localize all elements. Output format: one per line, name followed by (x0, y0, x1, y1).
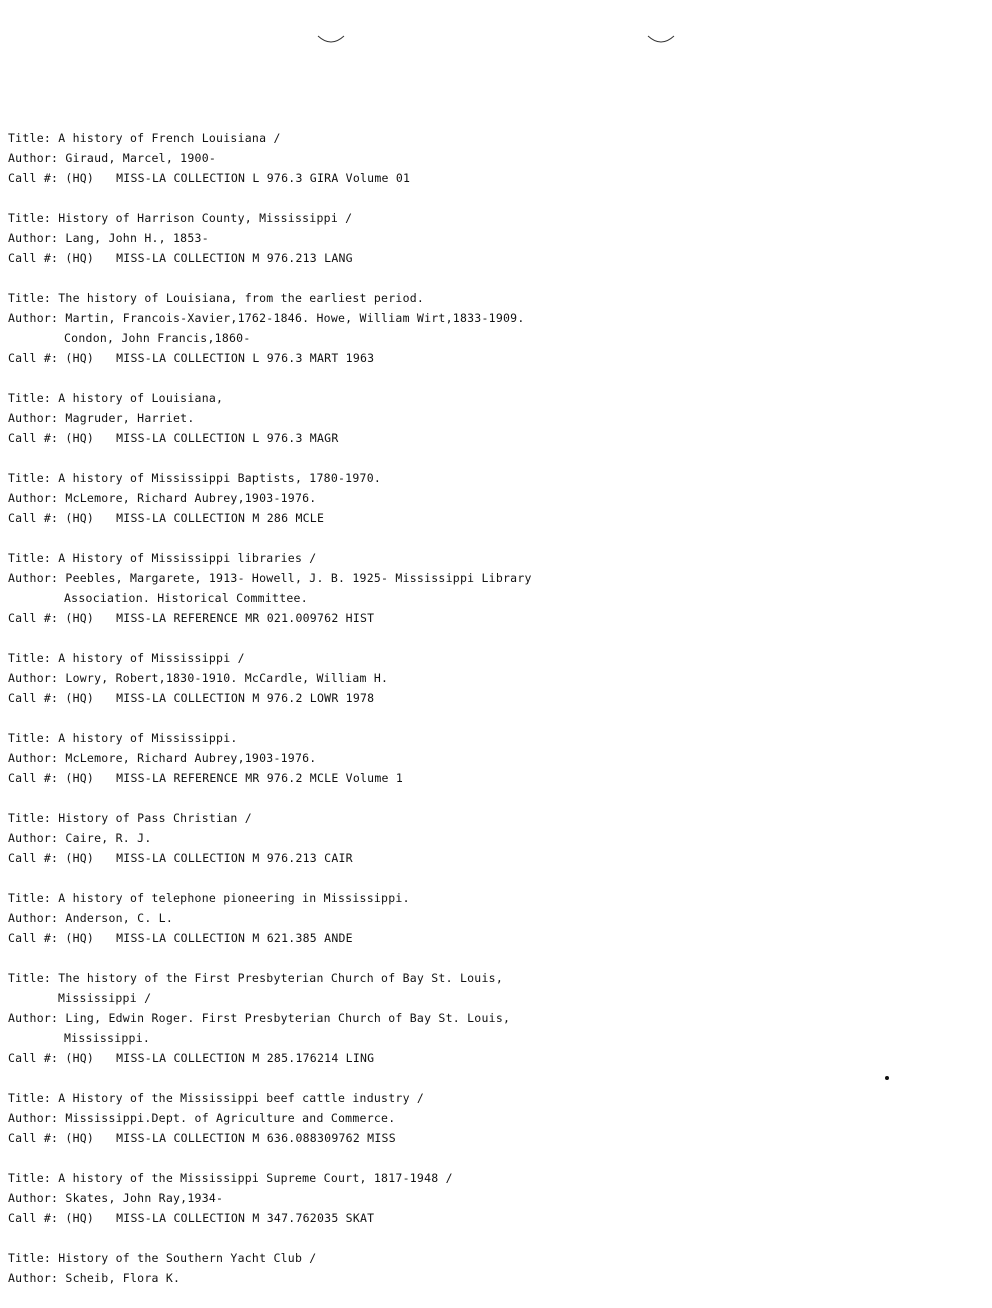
author-label: Author: (8, 151, 59, 165)
title-value: A History of Mississippi libraries / (58, 551, 317, 565)
title-line (8, 288, 608, 308)
call-number-line (8, 428, 608, 448)
author-value: Anderson, C. L. (65, 911, 174, 925)
call-location: (HQ) (65, 1211, 95, 1225)
author-line (8, 668, 608, 688)
author-continuation (8, 328, 608, 348)
call-number-line (8, 1048, 608, 1068)
call-number-line (8, 608, 608, 628)
call-number-line (8, 768, 608, 788)
author-value: McLemore, Richard Aubrey,1903-1976. (65, 751, 317, 765)
title-line (8, 968, 608, 988)
author-line (8, 748, 608, 768)
author-label: Author: (8, 911, 59, 925)
author-value: Scheib, Flora K. (65, 1271, 181, 1285)
call-number-label: Call #: (8, 171, 59, 185)
call-number-value: MISS-LA COLLECTION L 976.3 GIRA Volume 01 (116, 171, 411, 185)
call-number-label: Call #: (8, 691, 59, 705)
author-label: Author: (8, 231, 59, 245)
author-label: Author: (8, 1271, 59, 1285)
author-value: Lang, John H., 1853- (65, 231, 209, 245)
call-number-label: Call #: (8, 511, 59, 525)
title-value: A history of the Mississippi Supreme Court, 1817-1948 / (58, 1171, 453, 1185)
author-value: Mississippi. (64, 1031, 151, 1045)
call-number-label: Call #: (8, 1211, 59, 1225)
author-line (8, 1108, 608, 1128)
call-number-line (8, 1128, 608, 1148)
author-label: Author: (8, 751, 59, 765)
call-number-label: Call #: (8, 771, 59, 785)
title-value: History of the Southern Yacht Club / (58, 1251, 317, 1265)
author-line (8, 908, 608, 928)
catalog-record (8, 548, 608, 628)
call-number-value: MISS-LA REFERENCE MR 021.009762 HIST (116, 611, 375, 625)
title-line (8, 888, 608, 908)
call-number-line (8, 348, 608, 368)
call-number-label: Call #: (8, 351, 59, 365)
call-number-line (8, 508, 608, 528)
author-value: Caire, R. J. (65, 831, 152, 845)
author-value: Ling, Edwin Roger. First Presbyterian Church of Bay St. Louis, (65, 1011, 511, 1025)
title-label: Title: (8, 971, 52, 985)
title-value: The history of the First Presbyterian Church of Bay St. Louis, (58, 971, 503, 985)
call-location: (HQ) (65, 931, 95, 945)
call-number-value: MISS-LA COLLECTION M 347.762035 SKAT (116, 1211, 375, 1225)
catalog-record-list (8, 128, 608, 1308)
call-location: (HQ) (65, 431, 95, 445)
author-value: Magruder, Harriet. (65, 411, 195, 425)
title-label: Title: (8, 391, 52, 405)
call-location: (HQ) (65, 851, 95, 865)
call-number-line (8, 168, 608, 188)
call-location: (HQ) (65, 511, 95, 525)
author-line (8, 1008, 608, 1028)
catalog-record (8, 388, 608, 448)
title-label: Title: (8, 731, 52, 745)
title-line (8, 208, 608, 228)
call-location: (HQ) (65, 611, 95, 625)
title-value: A history of telephone pioneering in Mississippi. (58, 891, 410, 905)
call-number-label: Call #: (8, 1051, 59, 1065)
author-value: Giraud, Marcel, 1900- (65, 151, 217, 165)
call-number-value: MISS-LA COLLECTION M 636.088309762 MISS (116, 1131, 396, 1145)
author-value: Lowry, Robert,1830-1910. McCardle, William H. (65, 671, 389, 685)
title-line (8, 128, 608, 148)
author-label: Author: (8, 1011, 59, 1025)
author-value: Skates, John Ray,1934- (65, 1191, 224, 1205)
author-continuation (8, 588, 608, 608)
title-value: History of Harrison County, Mississippi / (58, 211, 353, 225)
title-value: History of Pass Christian / (58, 811, 252, 825)
author-value: Peebles, Margarete, 1913- Howell, J. B. 1925- Mississippi Library (65, 571, 532, 585)
call-number-label: Call #: (8, 1131, 59, 1145)
call-number-line (8, 1208, 608, 1228)
author-label: Author: (8, 1111, 59, 1125)
author-line (8, 488, 608, 508)
call-number-value: MISS-LA COLLECTION M 976.2 LOWR 1978 (116, 691, 375, 705)
call-number-line (8, 848, 608, 868)
author-line (8, 1188, 608, 1208)
title-line (8, 1088, 608, 1108)
title-line (8, 1248, 608, 1268)
call-location: (HQ) (65, 771, 95, 785)
title-line (8, 548, 608, 568)
author-continuation (8, 1028, 608, 1048)
catalog-record (8, 128, 608, 188)
title-value: Mississippi / (58, 991, 152, 1005)
call-location: (HQ) (65, 1051, 95, 1065)
author-value: Association. Historical Committee. (64, 591, 308, 605)
title-label: Title: (8, 1171, 52, 1185)
author-line (8, 308, 608, 328)
title-label: Title: (8, 211, 52, 225)
title-value: A history of Louisiana, (58, 391, 224, 405)
title-line (8, 648, 608, 668)
title-value: The history of Louisiana, from the earliest period. (58, 291, 425, 305)
catalog-record (8, 1248, 608, 1288)
title-label: Title: (8, 811, 52, 825)
scan-mark-left (316, 30, 346, 50)
author-label: Author: (8, 491, 59, 505)
title-label: Title: (8, 651, 52, 665)
title-label: Title: (8, 471, 52, 485)
title-label: Title: (8, 1251, 52, 1265)
call-number-value: MISS-LA COLLECTION L 976.3 MAGR (116, 431, 339, 445)
scan-mark-right (646, 30, 676, 50)
catalog-record (8, 888, 608, 948)
call-number-line (8, 688, 608, 708)
call-location: (HQ) (65, 351, 95, 365)
title-line (8, 1168, 608, 1188)
title-line (8, 728, 608, 748)
author-label: Author: (8, 831, 59, 845)
title-label: Title: (8, 1091, 52, 1105)
call-number-label: Call #: (8, 611, 59, 625)
call-location: (HQ) (65, 1131, 95, 1145)
catalog-record (8, 648, 608, 708)
scan-speck (885, 1076, 889, 1080)
call-number-line (8, 928, 608, 948)
title-label: Title: (8, 551, 52, 565)
author-value: Martin, Francois-Xavier,1762-1846. Howe, William Wirt,1833-1909. (65, 311, 525, 325)
catalog-record (8, 1168, 608, 1228)
call-number-label: Call #: (8, 931, 59, 945)
title-value: A History of the Mississippi beef cattle industry / (58, 1091, 425, 1105)
catalog-record (8, 728, 608, 788)
author-value: Mississippi.Dept. of Agriculture and Commerce. (65, 1111, 396, 1125)
catalog-record (8, 288, 608, 368)
catalog-record (8, 1088, 608, 1148)
call-number-value: MISS-LA COLLECTION M 285.176214 LING (116, 1051, 375, 1065)
author-label: Author: (8, 1191, 59, 1205)
title-value: A history of Mississippi. (58, 731, 238, 745)
catalog-record (8, 968, 608, 1068)
author-line (8, 148, 608, 168)
author-label: Author: (8, 411, 59, 425)
title-line (8, 468, 608, 488)
title-line (8, 808, 608, 828)
call-number-value: MISS-LA COLLECTION M 621.385 ANDE (116, 931, 353, 945)
author-value: McLemore, Richard Aubrey,1903-1976. (65, 491, 317, 505)
catalog-record (8, 808, 608, 868)
title-line (8, 388, 608, 408)
title-value: A history of Mississippi / (58, 651, 245, 665)
title-label: Title: (8, 891, 52, 905)
call-number-value: MISS-LA COLLECTION M 286 MCLE (116, 511, 325, 525)
title-continuation (8, 988, 608, 1008)
author-line (8, 828, 608, 848)
title-value: A history of French Louisiana / (58, 131, 281, 145)
call-number-value: MISS-LA REFERENCE MR 976.2 MCLE Volume 1 (116, 771, 404, 785)
call-location: (HQ) (65, 251, 95, 265)
title-value: A history of Mississippi Baptists, 1780-1970. (58, 471, 382, 485)
call-number-line (8, 248, 608, 268)
catalog-record (8, 208, 608, 268)
author-label: Author: (8, 311, 59, 325)
catalog-record (8, 468, 608, 528)
call-number-value: MISS-LA COLLECTION M 976.213 CAIR (116, 851, 353, 865)
author-line (8, 1268, 608, 1288)
call-number-label: Call #: (8, 431, 59, 445)
call-location: (HQ) (65, 171, 95, 185)
author-line (8, 228, 608, 248)
author-label: Author: (8, 571, 59, 585)
title-label: Title: (8, 291, 52, 305)
author-line (8, 568, 608, 588)
call-number-label: Call #: (8, 251, 59, 265)
call-location: (HQ) (65, 691, 95, 705)
title-label: Title: (8, 131, 52, 145)
call-number-label: Call #: (8, 851, 59, 865)
call-number-value: MISS-LA COLLECTION L 976.3 MART 1963 (116, 351, 375, 365)
author-value: Condon, John Francis,1860- (64, 331, 251, 345)
author-line (8, 408, 608, 428)
call-number-value: MISS-LA COLLECTION M 976.213 LANG (116, 251, 353, 265)
author-label: Author: (8, 671, 59, 685)
